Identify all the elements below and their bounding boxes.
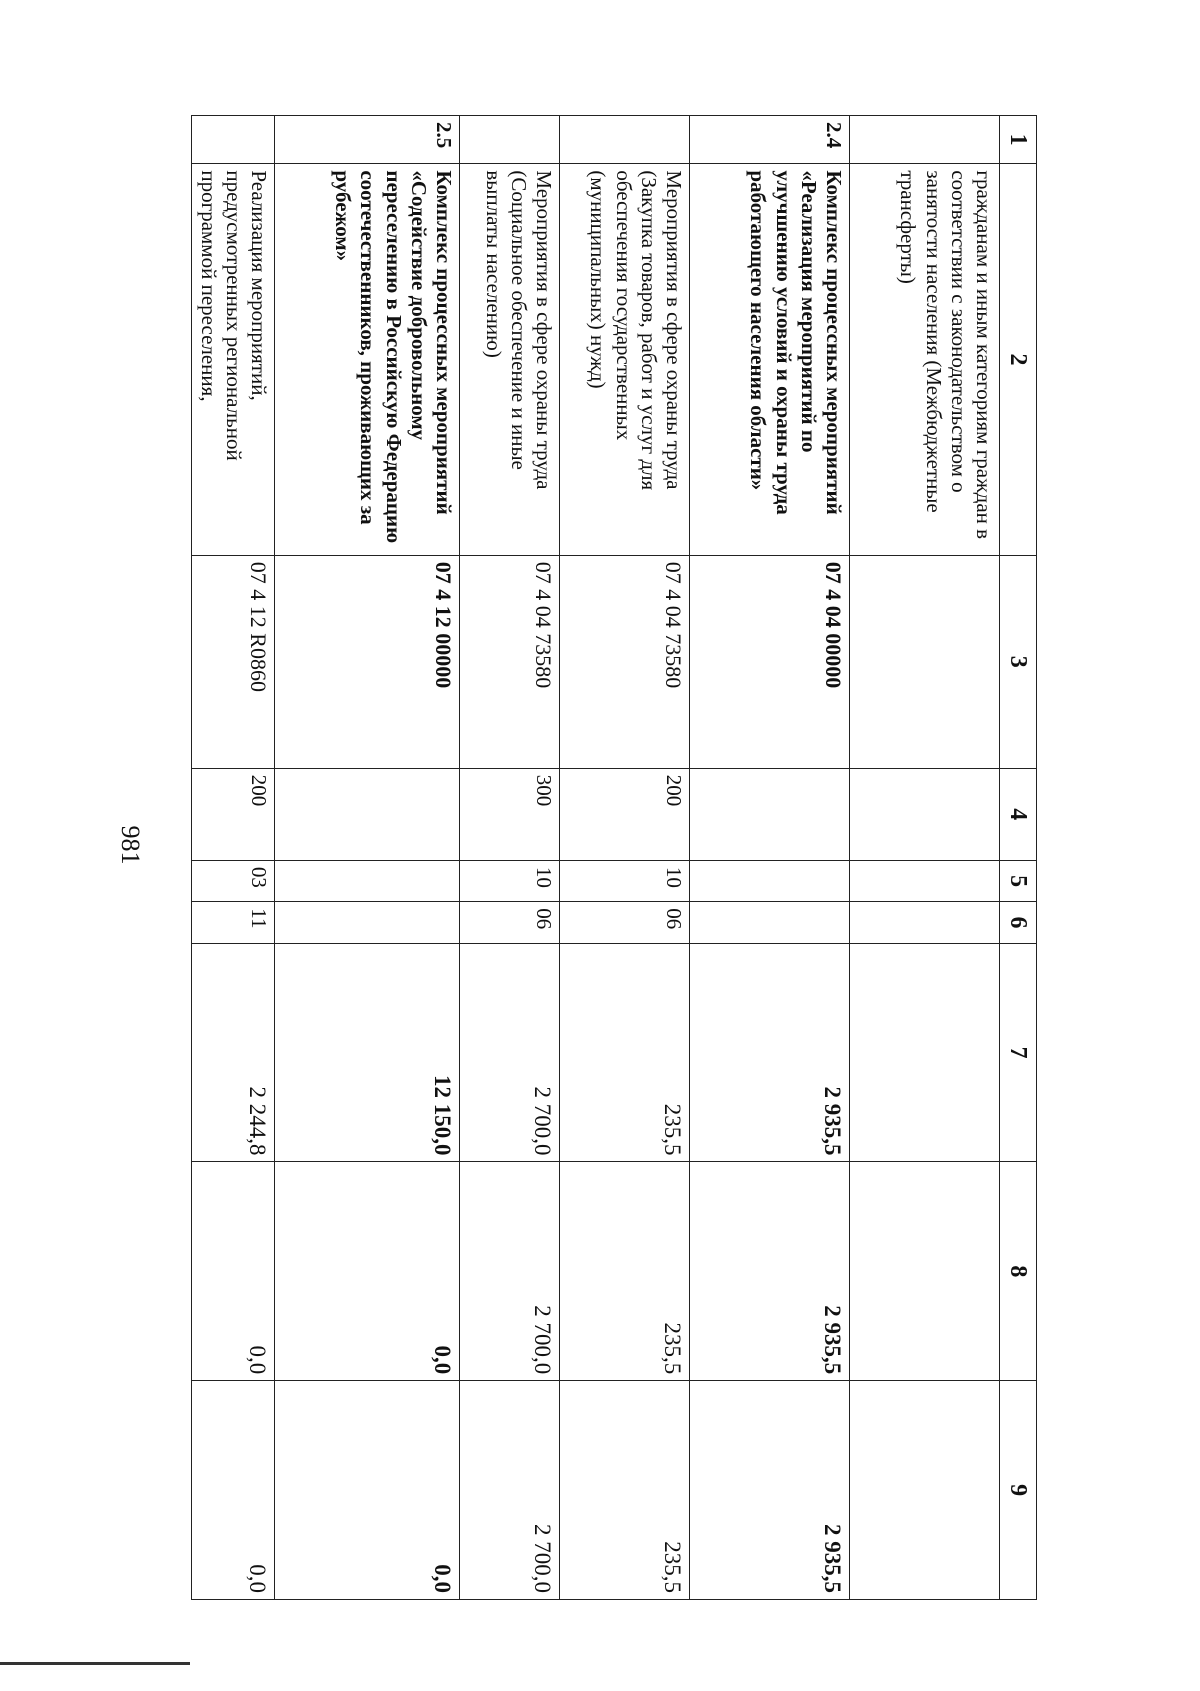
- description-cell: Мероприятия в сфере охраны труда (Закупка товаров, работ и услуг для обеспечения государственных (муниципальных) нужд): [560, 164, 690, 555]
- description-cell: Комплекс процессных мероприятий «Реализация мероприятий по улучшению условий и охраны труда работающего населения области»: [690, 164, 850, 555]
- code-cell: 07 4 04 00000: [690, 555, 850, 768]
- code-cell: [850, 555, 1000, 768]
- header-col-3: 3: [1000, 555, 1037, 768]
- row-number-cell: [460, 116, 560, 164]
- amount-cell-9: 235,5: [560, 1381, 690, 1600]
- amount-cell-8: 0,0: [275, 1162, 460, 1381]
- vr-cell: 300: [460, 768, 560, 860]
- table-row: [690, 116, 850, 1600]
- vr-cell: 200: [560, 768, 690, 860]
- header-col-8: 8: [1000, 1162, 1037, 1381]
- amount-cell-9: [850, 1381, 1000, 1600]
- header-col-7: 7: [1000, 943, 1037, 1162]
- row-number-cell: 2.4: [690, 116, 850, 164]
- amount-cell-9: 2 935,5: [690, 1381, 850, 1600]
- rz-cell: 03: [192, 860, 275, 901]
- amount-cell-7: 12 150,0: [275, 943, 460, 1162]
- rz-cell: [690, 860, 850, 901]
- code-cell: 07 4 12 R0860: [192, 555, 275, 768]
- rz-cell: 10: [460, 860, 560, 901]
- amount-cell-7: 235,5: [560, 943, 690, 1162]
- pr-cell: 11: [192, 902, 275, 943]
- budget-table-wrapper: [196, 115, 1037, 1600]
- table-row: [850, 116, 1000, 1600]
- description-cell: Комплекс процессных мероприятий «Содействие добровольному переселению в Российскую Федерацию соотечественников, проживающих за рубежом»: [275, 164, 460, 555]
- vr-cell: [690, 768, 850, 860]
- amount-cell-8: 235,5: [560, 1162, 690, 1381]
- row-number-cell: [560, 116, 690, 164]
- amount-cell-9: 0,0: [192, 1381, 275, 1600]
- vr-cell: [850, 768, 1000, 860]
- header-col-2: 2: [1000, 164, 1037, 555]
- pr-cell: [275, 902, 460, 943]
- header-col-4: 4: [1000, 768, 1037, 860]
- table-row: [460, 116, 560, 1600]
- header-col-1: 1: [1000, 116, 1037, 164]
- code-cell: 07 4 12 00000: [275, 555, 460, 768]
- row-number-cell: [192, 116, 275, 164]
- header-row: [1000, 116, 1037, 1600]
- pr-cell: 06: [560, 902, 690, 943]
- page-number: 981: [116, 825, 145, 865]
- description-cell: гражданам и иным категориям граждан в соответствии с законодательством о занятости населения (Межбюджетные трансферты): [850, 164, 1000, 555]
- amount-cell-8: 2 700,0: [460, 1162, 560, 1381]
- rz-cell: 10: [560, 860, 690, 901]
- amount-cell-8: 2 935,5: [690, 1162, 850, 1381]
- row-number-cell: [850, 116, 1000, 164]
- table-row: [275, 116, 460, 1600]
- table-row: [192, 116, 275, 1600]
- description-cell: Реализация мероприятий, предусмотренных региональной программой переселения,: [192, 164, 275, 555]
- amount-cell-7: 2 244,8: [192, 943, 275, 1162]
- bottom-rule-divider: [0, 1662, 190, 1665]
- pr-cell: [690, 902, 850, 943]
- amount-cell-8: [850, 1162, 1000, 1381]
- vr-cell: 200: [192, 768, 275, 860]
- amount-cell-7: 2 700,0: [460, 943, 560, 1162]
- pr-cell: [850, 902, 1000, 943]
- budget-table: [191, 115, 1037, 1600]
- description-cell: Мероприятия в сфере охраны труда (Социальное обеспечение и иные выплаты населению): [460, 164, 560, 555]
- code-cell: 07 4 04 73580: [560, 555, 690, 768]
- rz-cell: [850, 860, 1000, 901]
- code-cell: 07 4 04 73580: [460, 555, 560, 768]
- vr-cell: [275, 768, 460, 860]
- header-col-5: 5: [1000, 860, 1037, 901]
- amount-cell-9: 0,0: [275, 1381, 460, 1600]
- amount-cell-9: 2 700,0: [460, 1381, 560, 1600]
- row-number-cell: 2.5: [275, 116, 460, 164]
- rz-cell: [275, 860, 460, 901]
- amount-cell-7: 2 935,5: [690, 943, 850, 1162]
- amount-cell-8: 0,0: [192, 1162, 275, 1381]
- header-col-6: 6: [1000, 902, 1037, 943]
- pr-cell: 06: [460, 902, 560, 943]
- table-row: [560, 116, 690, 1600]
- amount-cell-7: [850, 943, 1000, 1162]
- header-col-9: 9: [1000, 1381, 1037, 1600]
